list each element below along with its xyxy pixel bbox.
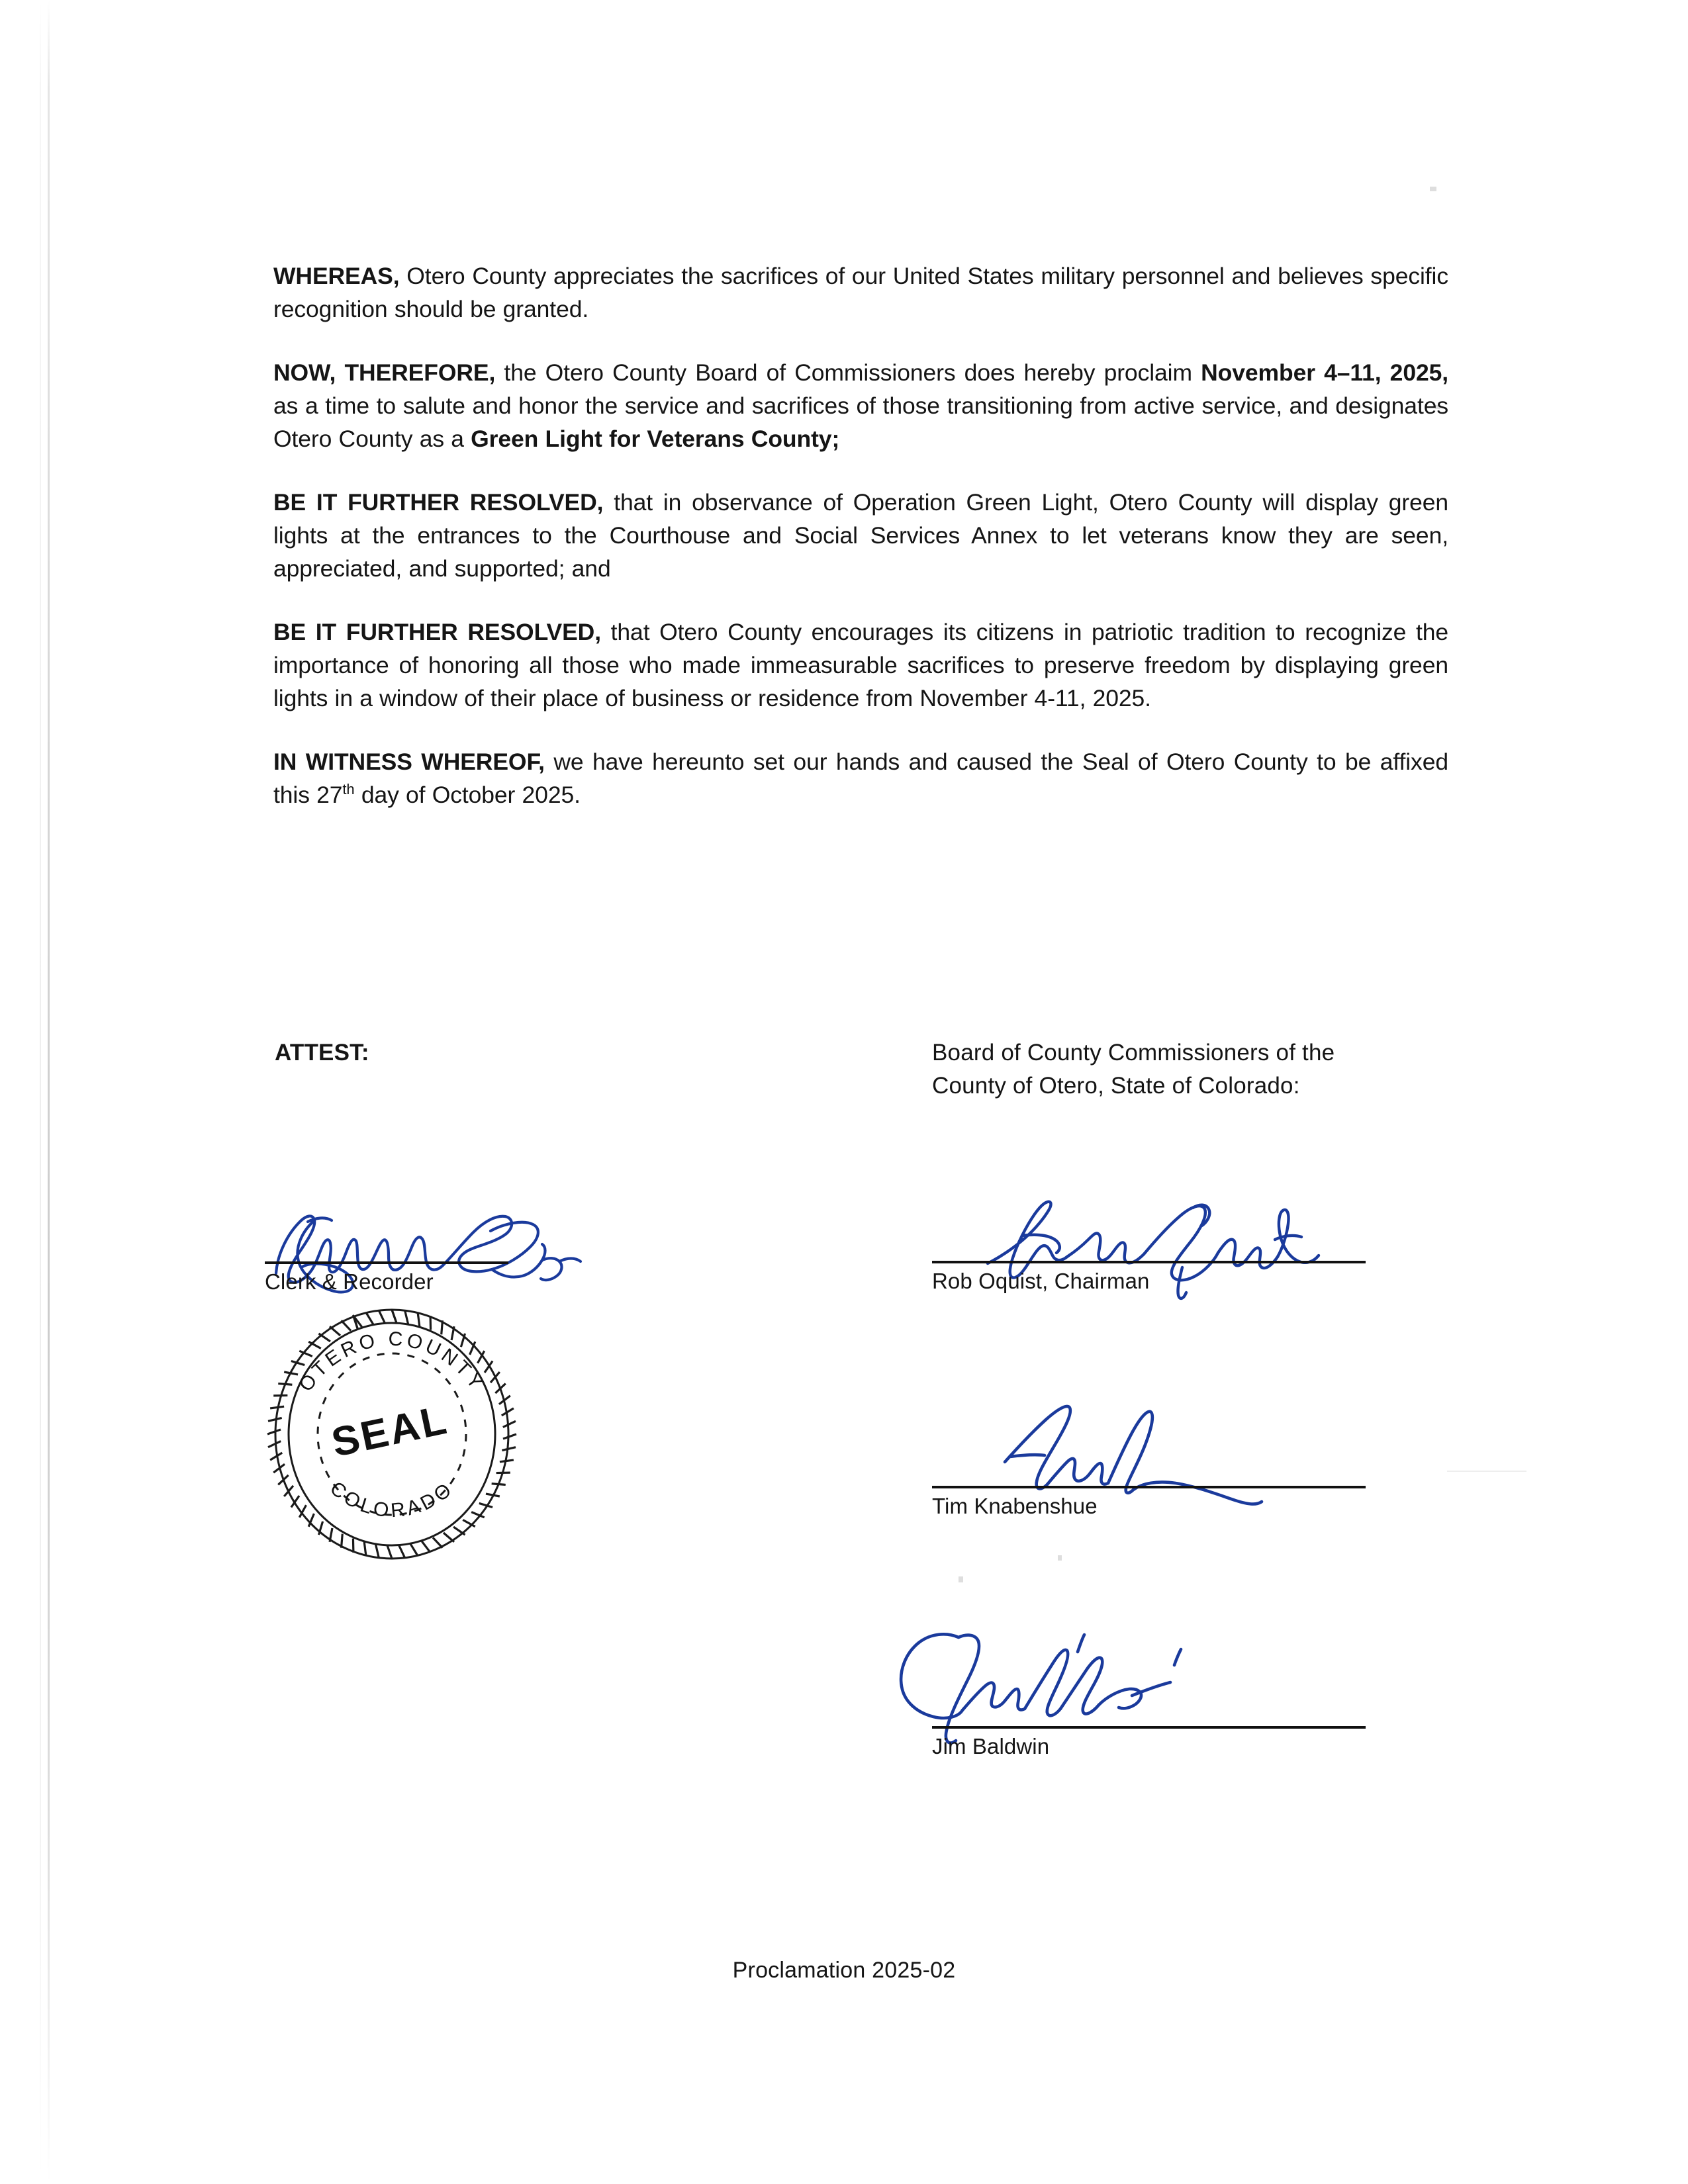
county-seal-stamp bbox=[259, 1294, 524, 1572]
signature-ink-commissioner-2 bbox=[985, 1389, 1329, 1508]
signature-rule-clerk bbox=[265, 1261, 508, 1264]
signature-ink-clerk bbox=[268, 1199, 599, 1295]
seal-top-arc-text: OTERO COUNTY bbox=[295, 1328, 489, 1396]
paragraph-resolved-1 bbox=[273, 486, 1448, 585]
attest-heading-block bbox=[275, 1036, 765, 1069]
ordinal-suffix: th bbox=[342, 781, 355, 798]
signature-ink-chairman bbox=[984, 1195, 1328, 1300]
paragraph-in-witness-whereof bbox=[273, 745, 1448, 811]
scan-speck bbox=[1058, 1555, 1062, 1561]
proclamation-body bbox=[273, 259, 1448, 811]
paragraph-resolved-2-text: that Otero County encourages its citizens in patriotic tradition to recognize the importance of honoring all those who made immeasurable sacrifices to preserve freedom by displaying green lights in a window of their place of business or residence from November 4-11, 2025. bbox=[273, 619, 1448, 711]
scan-speck bbox=[1447, 1471, 1526, 1472]
green-light-designation: Green Light for Veterans County; bbox=[471, 426, 840, 452]
signature-label-clerk: Clerk & Recorder bbox=[265, 1269, 434, 1294]
paragraph-in-witness-b: day of October 2025. bbox=[354, 782, 581, 808]
signature-rule-commissioner-2 bbox=[932, 1486, 1366, 1488]
seal-bottom-arc-text: COLORADO bbox=[325, 1477, 459, 1522]
board-heading-line-1: Board of County Commissioners of the bbox=[932, 1040, 1335, 1066]
scan-speck bbox=[959, 1576, 963, 1582]
paragraph-in-witness-lead: IN WITNESS WHEREOF, bbox=[273, 749, 545, 775]
signature-rule-commissioner-3 bbox=[932, 1726, 1366, 1729]
paragraph-now-therefore-a: the Otero County Board of Commissioners does hereby proclaim bbox=[495, 359, 1201, 386]
board-heading-line-2: County of Otero, State of Colorado: bbox=[932, 1073, 1300, 1099]
signature-label-chairman: Rob Oquist, Chairman bbox=[932, 1269, 1150, 1293]
paragraph-resolved-2 bbox=[273, 615, 1448, 715]
paragraph-resolved-1-lead: BE IT FURTHER RESOLVED, bbox=[273, 489, 604, 516]
document-footer-id: Proclamation 2025-02 bbox=[732, 1958, 956, 1983]
scan-artifact-line bbox=[48, 0, 50, 2184]
attest-heading: ATTEST: bbox=[275, 1040, 369, 1066]
signature-rule-chairman bbox=[932, 1261, 1366, 1263]
scan-artifact-line-secondary bbox=[40, 0, 41, 2184]
paragraph-whereas bbox=[273, 259, 1448, 326]
seal-center-text: SEAL bbox=[328, 1396, 452, 1467]
signature-label-commissioner-2: Tim Knabenshue bbox=[932, 1494, 1098, 1518]
paragraph-now-therefore bbox=[273, 356, 1448, 455]
signature-ink-commissioner-3 bbox=[886, 1614, 1283, 1746]
board-heading-block bbox=[932, 1036, 1448, 1103]
signature-label-commissioner-3: Jim Baldwin bbox=[932, 1734, 1050, 1758]
paragraph-in-witness-a: we have hereunto set our hands and caused the Seal of Otero County to be affixed this 27 bbox=[273, 749, 1448, 808]
svg-text:COLORADO bbox=[326, 1477, 458, 1522]
paragraph-now-therefore-lead: NOW, THEREFORE, bbox=[273, 359, 496, 386]
proclaim-dates: November 4–11, 2025, bbox=[1201, 359, 1449, 386]
scan-speck bbox=[1430, 187, 1436, 191]
paragraph-now-therefore-c: as a time to salute and honor the service and sacrifices of those transitioning from active service, and designates Otero County as a bbox=[273, 392, 1448, 452]
paragraph-whereas-text: Otero County appreciates the sacrifices of our United States military personnel and believes specific recognition should be granted. bbox=[273, 263, 1448, 322]
paragraph-resolved-2-lead: BE IT FURTHER RESOLVED, bbox=[273, 619, 601, 645]
paragraph-resolved-1-text: that in observance of Operation Green Light, Otero County will display green lights at the entrances to the Courthouse and Social Services Annex to let veterans know they are seen, appreciated, and supported; and bbox=[273, 489, 1448, 582]
paragraph-whereas-lead: WHEREAS, bbox=[273, 263, 400, 289]
